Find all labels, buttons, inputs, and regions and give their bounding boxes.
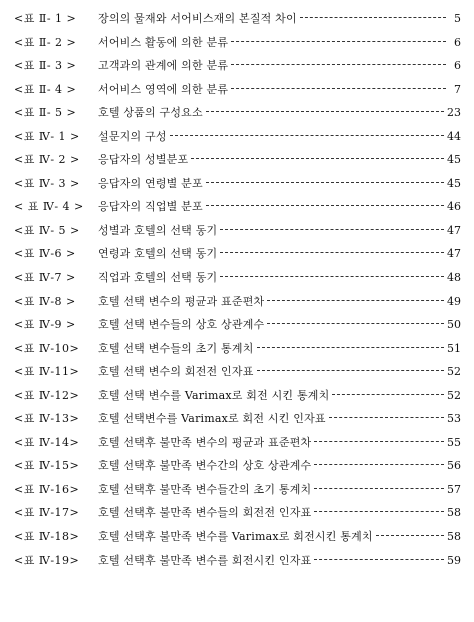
dot-leader <box>220 229 444 230</box>
dot-leader <box>206 182 444 183</box>
table-label: <표 Ⅳ-8 > <box>14 294 76 308</box>
dot-leader <box>206 205 444 206</box>
table-of-contents <box>14 7 461 572</box>
toc-entry <box>14 78 461 102</box>
page-number: 49 <box>447 294 461 308</box>
table-label: <표 Ⅳ-19> <box>14 553 80 567</box>
dot-leader <box>231 88 446 89</box>
toc-entry <box>14 266 461 290</box>
table-label: <표 Ⅳ-14> <box>14 435 80 449</box>
page-number: 58 <box>447 506 461 520</box>
dot-leader <box>314 441 444 442</box>
table-title: 응답자의 성별분포 <box>98 153 189 167</box>
toc-entry <box>14 337 461 361</box>
page-number: 57 <box>447 482 461 496</box>
dot-leader <box>314 511 444 512</box>
dot-leader <box>231 41 446 42</box>
table-label: <표 Ⅱ- 2 > <box>14 35 77 49</box>
page-number: 47 <box>447 247 461 261</box>
page-number: 45 <box>447 176 461 190</box>
table-title: 호텔 선택후 불만족 변수를 Varimax로 회전시킨 통계치 <box>98 530 373 544</box>
toc-entry <box>14 549 461 573</box>
toc-entry <box>14 360 461 384</box>
dot-leader <box>170 135 444 136</box>
page-number: 58 <box>447 530 461 544</box>
page-number: 52 <box>447 365 461 379</box>
dot-leader <box>376 535 444 536</box>
dot-leader <box>206 111 444 112</box>
page-number: 5 <box>454 12 461 25</box>
toc-entry <box>14 290 461 314</box>
page-number: 46 <box>447 200 461 214</box>
table-label: <표 Ⅱ- 4 > <box>14 82 77 96</box>
table-label: <표 Ⅳ-7 > <box>14 271 76 285</box>
table-title: 호텔 선택후 불만족 변수간의 상호 상관계수 <box>98 459 312 473</box>
page-number: 51 <box>447 341 461 355</box>
toc-entry <box>14 478 461 502</box>
table-label: <표 Ⅱ- 3 > <box>14 59 77 73</box>
page-number: 52 <box>447 388 461 402</box>
toc-entry <box>14 195 461 219</box>
table-title: 호텔 선택후 불만족 변수들간의 초기 통계치 <box>98 482 312 496</box>
toc-entry <box>14 219 461 243</box>
table-label: <표 Ⅳ-17> <box>14 506 80 520</box>
dot-leader <box>314 559 444 560</box>
table-title: 호텔 선택후 불만족 변수의 평균과 표준편차 <box>98 435 312 449</box>
page-number: 56 <box>447 459 461 473</box>
table-title: 호텔 선택 변수들의 초기 통계치 <box>98 341 254 355</box>
dot-leader <box>332 394 444 395</box>
page-number: 50 <box>447 318 461 332</box>
table-label: <표 Ⅳ-16> <box>14 482 80 496</box>
toc-entry <box>14 384 461 408</box>
dot-leader <box>267 300 444 301</box>
table-label: <표 Ⅳ-15> <box>14 459 80 473</box>
table-title: 성별과 호텔의 선택 동기 <box>98 223 218 237</box>
table-label: <표 Ⅳ- 1 > <box>14 129 80 143</box>
toc-entry <box>14 454 461 478</box>
page-number: 48 <box>447 271 461 285</box>
table-title: 호텔 선택 변수의 회전전 인자표 <box>98 365 254 379</box>
table-title: 호텔 선택 변수들의 상호 상관계수 <box>98 318 265 332</box>
table-label: <표 Ⅳ- 2 > <box>14 153 80 167</box>
table-title: 호텔 선택 변수의 평균과 표준편차 <box>98 294 265 308</box>
table-title: 호텔 선택변수를 Varimax로 회전 시킨 인자표 <box>98 412 326 426</box>
table-label: <표 Ⅳ- 5 > <box>14 223 80 237</box>
dot-leader <box>231 64 446 65</box>
dot-leader <box>314 464 444 465</box>
table-title: 장의의 물재와 서어비스재의 본질적 차이 <box>98 12 297 25</box>
toc-entry <box>14 54 461 78</box>
table-label: <표 Ⅱ- 5 > <box>14 106 77 120</box>
toc-entry <box>14 313 461 337</box>
table-title: 호텔 선택 변수를 Varimax로 회전 시킨 통계치 <box>98 388 330 402</box>
dot-leader <box>257 370 444 371</box>
toc-entry <box>14 431 461 455</box>
table-label: <표 Ⅳ-11> <box>14 365 80 379</box>
dot-leader <box>220 276 444 277</box>
toc-entry <box>14 172 461 196</box>
table-label: <표 Ⅱ- 1 > <box>14 12 77 25</box>
page-number: 23 <box>447 106 461 120</box>
table-title: 연령과 호텔의 선택 동기 <box>98 247 218 261</box>
table-title: 서어비스 영역에 의한 분류 <box>98 82 229 96</box>
toc-entry <box>14 148 461 172</box>
dot-leader <box>191 158 444 159</box>
page-number: 7 <box>454 82 461 96</box>
toc-entry <box>14 525 461 549</box>
table-label: <표 Ⅳ-13> <box>14 412 80 426</box>
table-label: <표 Ⅳ-9 > <box>14 318 76 332</box>
page-number: 47 <box>447 223 461 237</box>
table-title: 고객과의 관계에 의한 분류 <box>98 59 229 73</box>
toc-entry <box>14 101 461 125</box>
table-label: <표 Ⅳ-18> <box>14 530 80 544</box>
toc-entry <box>14 242 461 266</box>
page-number: 59 <box>447 553 461 567</box>
dot-leader <box>314 488 444 489</box>
table-title: 호텔 상품의 구성요소 <box>98 106 203 120</box>
toc-entry <box>14 407 461 431</box>
page-number: 6 <box>454 35 461 49</box>
table-label: <표 Ⅳ-10> <box>14 341 80 355</box>
table-label: <표 Ⅳ- 3 > <box>14 176 80 190</box>
toc-entry <box>14 501 461 525</box>
table-title: 응답자의 직업별 분포 <box>98 200 203 214</box>
table-label: < 표 Ⅳ- 4 > <box>14 200 84 214</box>
page-number: 6 <box>454 59 461 73</box>
dot-leader <box>267 323 444 324</box>
table-title: 호텔 선택후 불만족 변수를 회전시킨 인자표 <box>98 553 312 567</box>
table-title: 호텔 선택후 불만족 변수들의 회전전 인자표 <box>98 506 312 520</box>
table-title: 직업과 호텔의 선택 동기 <box>98 271 218 285</box>
table-title: 설문지의 구성 <box>98 129 167 143</box>
dot-leader <box>220 252 444 253</box>
page-number: 53 <box>447 412 461 426</box>
toc-entry <box>14 31 461 55</box>
table-label: <표 Ⅳ-6 > <box>14 247 76 261</box>
page-number: 44 <box>447 129 461 143</box>
page-number: 45 <box>447 153 461 167</box>
table-title: 서어비스 활동에 의한 분류 <box>98 35 229 49</box>
dot-leader <box>300 17 446 18</box>
table-label: <표 Ⅳ-12> <box>14 388 80 402</box>
toc-entry <box>14 7 461 31</box>
table-title: 응답자의 연령별 분포 <box>98 176 203 190</box>
toc-entry <box>14 125 461 149</box>
page-number: 55 <box>447 435 461 449</box>
dot-leader <box>329 417 444 418</box>
dot-leader <box>257 347 444 348</box>
